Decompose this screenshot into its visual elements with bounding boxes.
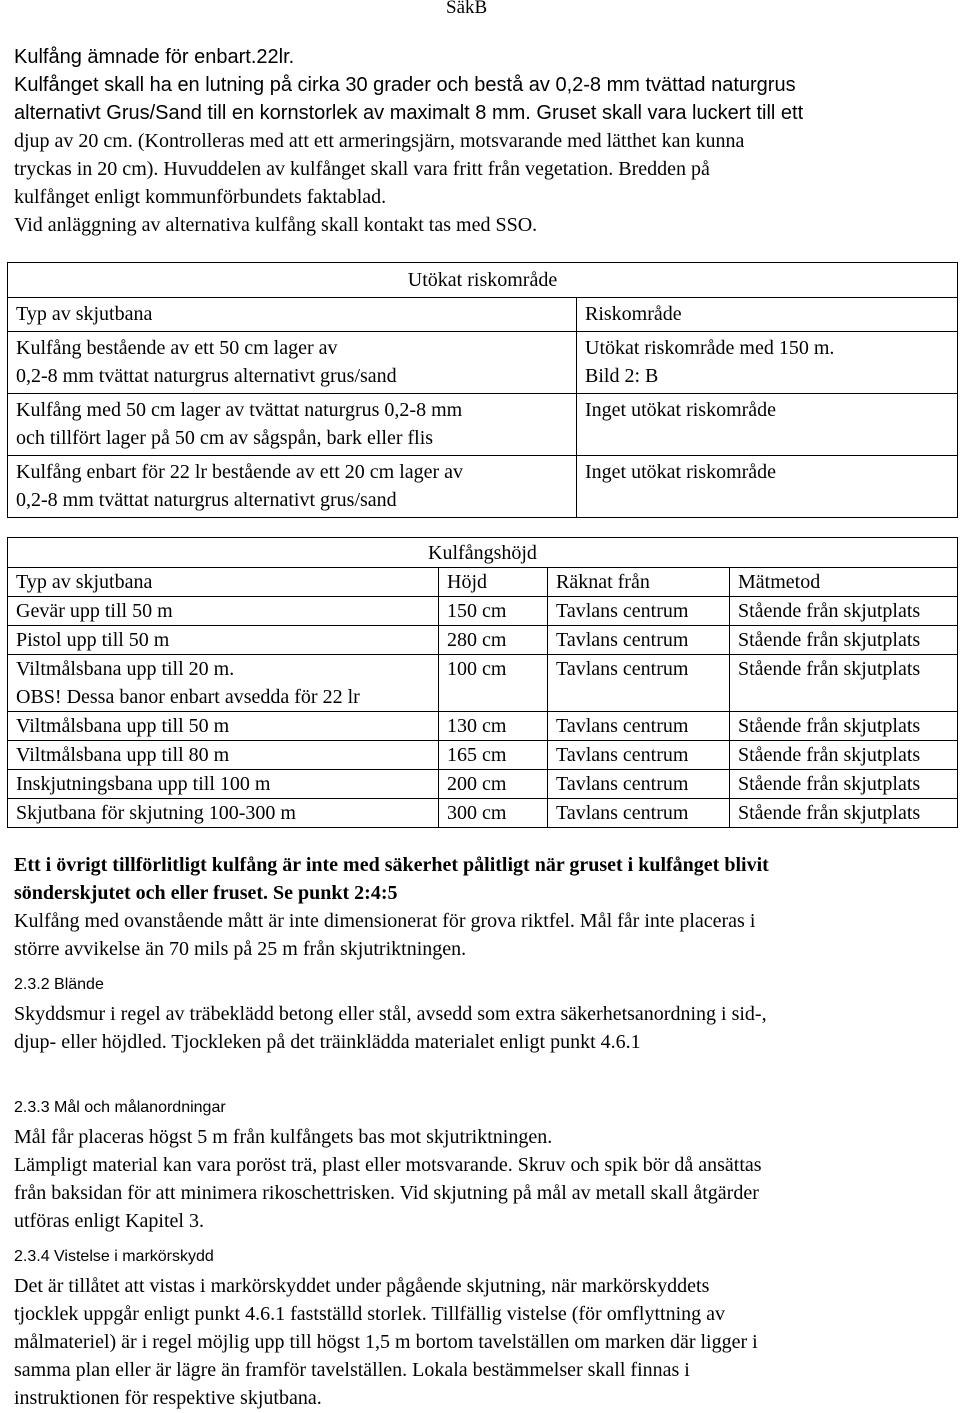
warning-line: större avvikelse än 70 mils på 25 m från skjutriktningen. bbox=[14, 938, 467, 960]
cell-line: Kulfång bestående av ett 50 cm lager av bbox=[16, 337, 338, 359]
intro-paragraph bbox=[14, 43, 949, 239]
intro-line: tryckas in 20 cm). Huvuddelen av kulfånget skall vara fritt från vegetation. Bredden på bbox=[14, 158, 710, 180]
section-line: målmateriel) är i regel möjlig upp till högst 1,5 m bortom tavelställen om marken där ligger i bbox=[14, 1331, 758, 1353]
height-row-from: Tavlans centrum bbox=[548, 626, 730, 655]
cell-line: Inget utökat riskområde bbox=[585, 461, 777, 483]
cell-line: Inget utökat riskområde bbox=[585, 399, 777, 421]
risk-table-title: Utökat riskområde bbox=[8, 263, 958, 298]
height-row-from: Tavlans centrum bbox=[548, 741, 730, 770]
height-header-type: Typ av skjutbana bbox=[8, 568, 439, 597]
risk-row-type bbox=[8, 394, 577, 456]
height-row-method: Stående från skjutplats bbox=[730, 712, 958, 741]
height-row-method: Stående från skjutplats bbox=[730, 626, 958, 655]
cell-line: OBS! Dessa banor enbart avsedda för 22 lr bbox=[16, 686, 360, 708]
cell-line: Kulfång med 50 cm lager av tvättat naturgrus 0,2-8 mm bbox=[16, 399, 463, 421]
height-row-type: Gevär upp till 50 m bbox=[8, 597, 439, 626]
section-heading: 2.3.4 Vistelse i markörskydd bbox=[14, 1248, 214, 1265]
height-row-height: 300 cm bbox=[439, 799, 548, 828]
section-body bbox=[14, 1272, 949, 1412]
section-heading: 2.3.2 Blände bbox=[14, 976, 104, 993]
risk-row-area bbox=[577, 332, 958, 394]
height-row-from: Tavlans centrum bbox=[548, 655, 730, 712]
cell-line: 0,2-8 mm tvättat naturgrus alternativt grus/sand bbox=[16, 489, 397, 511]
height-header-from: Räknat från bbox=[548, 568, 730, 597]
risk-area-table bbox=[7, 262, 958, 518]
cell-line: 0,2-8 mm tvättat naturgrus alternativt grus/sand bbox=[16, 365, 397, 387]
height-row-height: 200 cm bbox=[439, 770, 548, 799]
height-row-type bbox=[8, 655, 439, 712]
height-row-method: Stående från skjutplats bbox=[730, 770, 958, 799]
warning-paragraph bbox=[14, 851, 949, 963]
cell-line: Bild 2: B bbox=[585, 365, 659, 387]
cell-line: och tillfört lager på 50 cm av sågspån, bark eller flis bbox=[16, 427, 434, 449]
table-row bbox=[8, 770, 958, 799]
table-row bbox=[8, 332, 958, 394]
height-row-method: Stående från skjutplats bbox=[730, 597, 958, 626]
height-row-type: Skjutbana för skjutning 100-300 m bbox=[8, 799, 439, 828]
height-row-from: Tavlans centrum bbox=[548, 799, 730, 828]
section-line: tjocklek uppgår enligt punkt 4.6.1 fastställd storlek. Tillfällig vistelse (för omflyttning av bbox=[14, 1303, 726, 1325]
warning-line: Kulfång med ovanstående mått är inte dimensionerat för grova riktfel. Mål får inte placeras i bbox=[14, 910, 756, 932]
height-row-from: Tavlans centrum bbox=[548, 712, 730, 741]
table-row bbox=[8, 394, 958, 456]
risk-row-type bbox=[8, 456, 577, 518]
table-row bbox=[8, 626, 958, 655]
intro-line: kulfånget enligt kommunförbundets faktablad. bbox=[14, 186, 387, 208]
height-row-type: Viltmålsbana upp till 80 m bbox=[8, 741, 439, 770]
section-line: Skyddsmur i regel av träbeklädd betong eller stål, avsedd som extra säkerhetsanordning i sid-, bbox=[14, 1003, 767, 1025]
backstop-height-table bbox=[7, 537, 958, 828]
section-line: Lämpligt material kan vara poröst trä, plast eller motsvarande. Skruv och spik bör då ansättas bbox=[14, 1154, 762, 1176]
intro-line: djup av 20 cm. (Kontrolleras med att ett armeringsjärn, motsvarande med lätthet kan kunna bbox=[14, 130, 745, 152]
height-header-height: Höjd bbox=[439, 568, 548, 597]
height-row-height: 280 cm bbox=[439, 626, 548, 655]
section-body bbox=[14, 1000, 949, 1056]
section-line: Mål får placeras högst 5 m från kulfångets bas mot skjutriktningen. bbox=[14, 1126, 553, 1148]
intro-line: Vid anläggning av alternativa kulfång skall kontakt tas med SSO. bbox=[14, 214, 538, 236]
section-line: djup- eller höjdled. Tjockleken på det träinklädda materialet enligt punkt 4.6.1 bbox=[14, 1031, 641, 1053]
height-row-from: Tavlans centrum bbox=[548, 597, 730, 626]
table-row bbox=[8, 712, 958, 741]
section-line: Det är tillåtet att vistas i markörskyddet under pågående skjutning, när markörskyddets bbox=[14, 1275, 710, 1297]
section-body bbox=[14, 1123, 949, 1235]
section-line: instruktionen för respektive skjutbana. bbox=[14, 1387, 322, 1409]
height-row-height: 165 cm bbox=[439, 741, 548, 770]
risk-header-type: Typ av skjutbana bbox=[8, 298, 577, 332]
height-row-type: Pistol upp till 50 m bbox=[8, 626, 439, 655]
section-line: samma plan eller är lägre än framför tavelställen. Lokala bestämmelser skall finnas i bbox=[14, 1359, 690, 1381]
table-row bbox=[8, 799, 958, 828]
cell-line: Kulfång enbart för 22 lr bestående av ett 20 cm lager av bbox=[16, 461, 464, 483]
height-header-method: Mätmetod bbox=[730, 568, 958, 597]
intro-line: Kulfång ämnade för enbart.22lr. bbox=[14, 46, 295, 68]
height-row-height: 100 cm bbox=[439, 655, 548, 712]
table-row bbox=[8, 456, 958, 518]
warning-bold-line: Ett i övrigt tillförlitligt kulfång är inte med säkerhet pålitligt när gruset i kulfånget blivit bbox=[14, 854, 769, 876]
warning-bold-line: sönderskjutet och eller fruset. Se punkt 2:4:5 bbox=[14, 882, 398, 904]
document-code-label: SäkB bbox=[446, 0, 488, 18]
height-row-type: Viltmålsbana upp till 50 m bbox=[8, 712, 439, 741]
height-row-method: Stående från skjutplats bbox=[730, 741, 958, 770]
risk-row-type bbox=[8, 332, 577, 394]
height-row-method: Stående från skjutplats bbox=[730, 655, 958, 712]
risk-row-area bbox=[577, 456, 958, 518]
height-row-from: Tavlans centrum bbox=[548, 770, 730, 799]
table-row bbox=[8, 741, 958, 770]
table-row bbox=[8, 597, 958, 626]
height-table-title: Kulfångshöjd bbox=[8, 538, 958, 568]
height-row-method: Stående från skjutplats bbox=[730, 799, 958, 828]
risk-header-area: Riskområde bbox=[577, 298, 958, 332]
intro-line: alternativt Grus/Sand till en kornstorlek av maximalt 8 mm. Gruset skall vara luckert till ett bbox=[14, 102, 804, 124]
risk-row-area bbox=[577, 394, 958, 456]
cell-line: Viltmålsbana upp till 20 m. bbox=[16, 658, 235, 680]
height-row-height: 130 cm bbox=[439, 712, 548, 741]
cell-line: Utökat riskområde med 150 m. bbox=[585, 337, 835, 359]
height-row-type: Inskjutningsbana upp till 100 m bbox=[8, 770, 439, 799]
section-line: från baksidan för att minimera rikoschettrisken. Vid skjutning på mål av metall skall åtgärder bbox=[14, 1182, 759, 1204]
table-row bbox=[8, 655, 958, 712]
section-heading: 2.3.3 Mål och målanordningar bbox=[14, 1099, 226, 1116]
intro-line: Kulfånget skall ha en lutning på cirka 30 grader och bestå av 0,2-8 mm tvättad naturgrus bbox=[14, 74, 796, 96]
height-row-height: 150 cm bbox=[439, 597, 548, 626]
section-line: utföras enligt Kapitel 3. bbox=[14, 1210, 204, 1232]
